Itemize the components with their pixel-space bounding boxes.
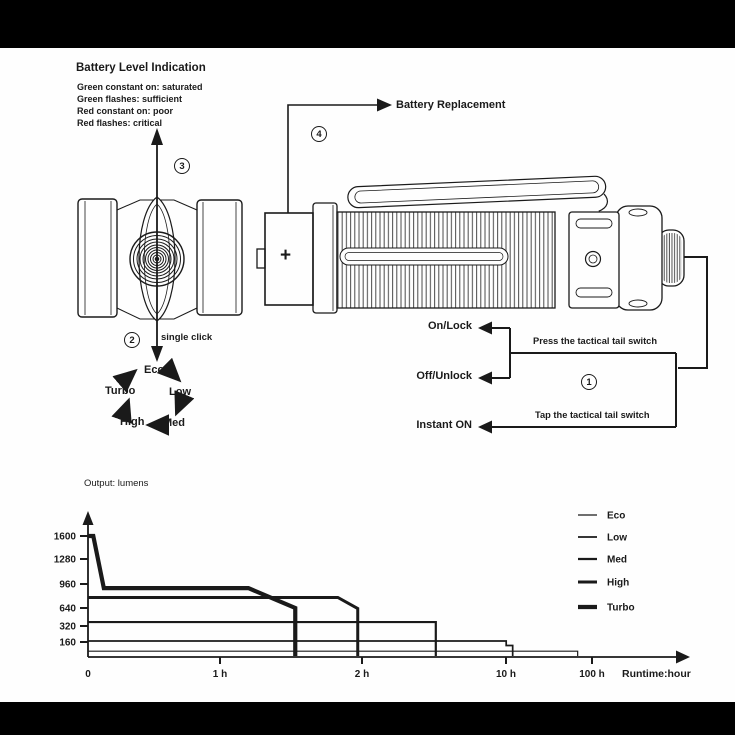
mode-label-low: Low — [169, 386, 191, 398]
series-high — [88, 598, 358, 657]
step-marker-1: 1 — [581, 374, 597, 390]
y-tick-label: 640 — [59, 603, 76, 615]
y-tick-label: 320 — [59, 621, 76, 633]
y-tick-label: 1280 — [53, 554, 76, 566]
x-tick-label: 100 h — [579, 669, 605, 680]
battery-indication-title: Battery Level Indication — [76, 62, 206, 74]
legend-label: Low — [607, 532, 627, 544]
x-tick-label: 10 h — [495, 669, 517, 680]
step-marker-2: 2 — [124, 332, 140, 348]
battery-replacement-label: Battery Replacement — [396, 99, 506, 111]
step-marker-3: 3 — [174, 158, 190, 174]
chart-title: Output: lumens — [84, 478, 149, 489]
x-tick-label: 0 — [85, 669, 91, 680]
y-tick-label: 160 — [59, 637, 76, 649]
mode-label-turbo: Turbo — [105, 385, 136, 397]
battery-polarity-plus: + — [280, 245, 292, 266]
on-lock-label: On/Lock — [427, 320, 472, 332]
step-marker-4: 4 — [311, 126, 327, 142]
off-unlock-label: Off/Unlock — [416, 370, 472, 382]
y-tick-label: 1600 — [53, 531, 76, 543]
x-axis-title: Runtime:hour — [622, 668, 691, 680]
battery-indication-line: Green constant on: saturated — [77, 82, 203, 92]
legend-label: Eco — [607, 510, 626, 522]
battery-indication-line: Green flashes: sufficient — [77, 94, 183, 104]
series-low — [88, 641, 513, 656]
instant-on-label: Instant ON — [416, 419, 472, 431]
battery-indication-line: Red constant on: poor — [77, 106, 173, 116]
x-axis-arrowhead — [676, 651, 690, 664]
mode-label-eco: Eco — [144, 364, 165, 376]
x-tick-label: 2 h — [354, 669, 370, 680]
legend-label: High — [607, 577, 630, 589]
x-tick-label: 1 h — [212, 669, 228, 680]
flashlight-front-view — [78, 197, 242, 321]
mode-label-high: High — [120, 416, 145, 428]
y-tick-label: 960 — [59, 579, 76, 591]
battery-replacement-arrowhead — [377, 99, 392, 112]
press-tail-switch-label: Press the tactical tail switch — [533, 336, 658, 346]
tap-tail-switch-label: Tap the tactical tail switch — [535, 410, 650, 420]
single-click-label: single click — [161, 332, 213, 343]
mode-label-med: Med — [163, 417, 185, 429]
legend-label: Med — [607, 554, 627, 566]
series-eco — [88, 651, 578, 656]
battery-indication-line: Red flashes: critical — [77, 118, 163, 128]
y-axis-arrowhead — [83, 511, 94, 525]
runtime-chart — [54, 511, 691, 681]
legend-label: Turbo — [607, 602, 635, 614]
